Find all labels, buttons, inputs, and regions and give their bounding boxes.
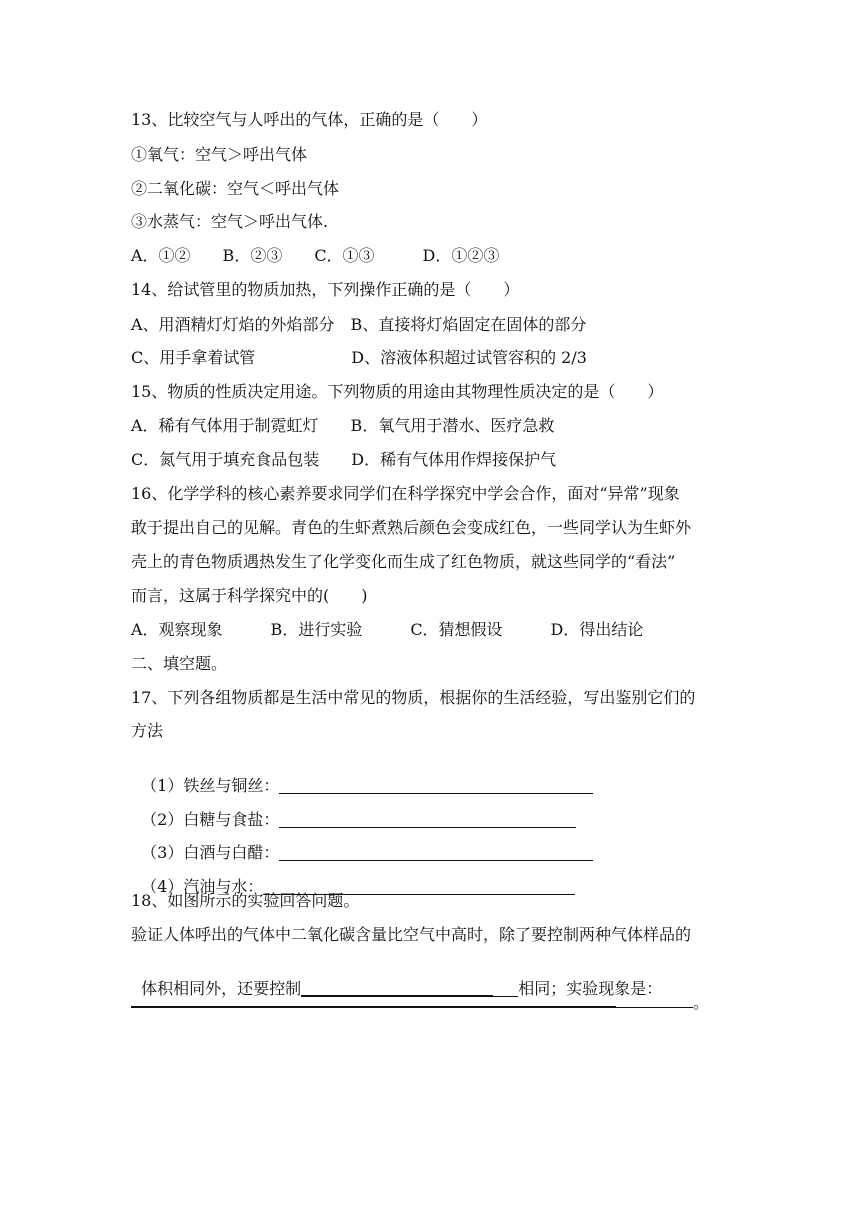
q15-options-row-2: C．氮气用于填充食品包装 D．稀有气体用作焊接保护气 [131, 450, 557, 469]
q13-item-3: ③水蒸气：空气＞呼出气体. [131, 212, 329, 231]
q18-stem: 18、如图所示的实验回答问题。 [131, 891, 360, 910]
q18-phenomenon-blank[interactable] [131, 1006, 616, 1008]
q15-options-row-1: A．稀有气体用于制霓虹灯 B．氧气用于潜水、医疗急救 [131, 416, 555, 435]
q14-options-row-1: A、用酒精灯灯焰的外焰部分 B、直接将灯焰固定在固体的部分 [131, 315, 587, 334]
q16-line-4: 而言，这属于科学探究中的( ) [131, 586, 368, 605]
q18-end-mark: 。 [693, 993, 710, 1012]
q16-line-2: 敢于提出自己的见解。青色的生虾煮熟后颜色会变成红色，一些同学认为生虾外 [131, 518, 692, 537]
q13-options: A．①② B．②③ C．①③ D．①②③ [131, 246, 500, 265]
q15-stem: 15、物质的性质决定用途。下列物质的用途由其物理性质决定的是（ ） [131, 382, 664, 401]
q18-line-2-suffix: 相同；实验现象是： [518, 979, 663, 998]
q17-sub-4-label: （4）汽油与水： [141, 877, 264, 896]
q18-phenomenon-blank-tail [616, 1007, 693, 1008]
q17-sub-3-label: （3）白酒与白醋： [141, 843, 280, 862]
q14-options-row-2: C、用手拿着试管 D、溶液体积超过试管容积的 2/3 [131, 348, 587, 367]
q16-options: A．观察现象 B．进行实验 C．猜想假设 D．得出结论 [131, 620, 644, 639]
q13-item-2: ②二氧化碳：空气＜呼出气体 [131, 179, 340, 198]
q17-sub-1-label: （1）铁丝与铜丝： [141, 776, 280, 795]
q14-stem: 14、给试管里的物质加热，下列操作正确的是（ ） [131, 280, 520, 299]
q16-line-3: 壳上的青色物质遇热发生了化学变化而生成了红色物质，就这些同学的“看法” [131, 552, 676, 571]
q18-control-blank[interactable] [301, 979, 493, 997]
q18-line-2 [131, 959, 662, 999]
section-fill-in-heading: 二、填空题。 [131, 654, 228, 673]
q16-line-1: 16、化学学科的核心素养要求同学们在科学探究中学会合作，面对“异常”现象 [131, 484, 680, 503]
q17-sub-2-label: （2）白糖与食盐： [141, 810, 280, 829]
q13-item-1: ①氧气：空气＞呼出气体 [131, 145, 308, 164]
q13-stem: 13、比较空气与人呼出的气体，正确的是（ ） [131, 110, 488, 129]
q17-line-1: 17、下列各组物质都是生活中常见的物质，根据你的生活经验，写出鉴别它们的 [131, 688, 696, 707]
q18-control-blank-tail [493, 980, 518, 997]
q17-line-2: 方法 [131, 721, 164, 740]
q18-line-1: 验证人体呼出的气体中二氧化碳含量比空气中高时，除了要控制两种气体样品的 [131, 925, 692, 944]
q18-line-2-prefix: 体积相同外，还要控制 [141, 979, 302, 998]
